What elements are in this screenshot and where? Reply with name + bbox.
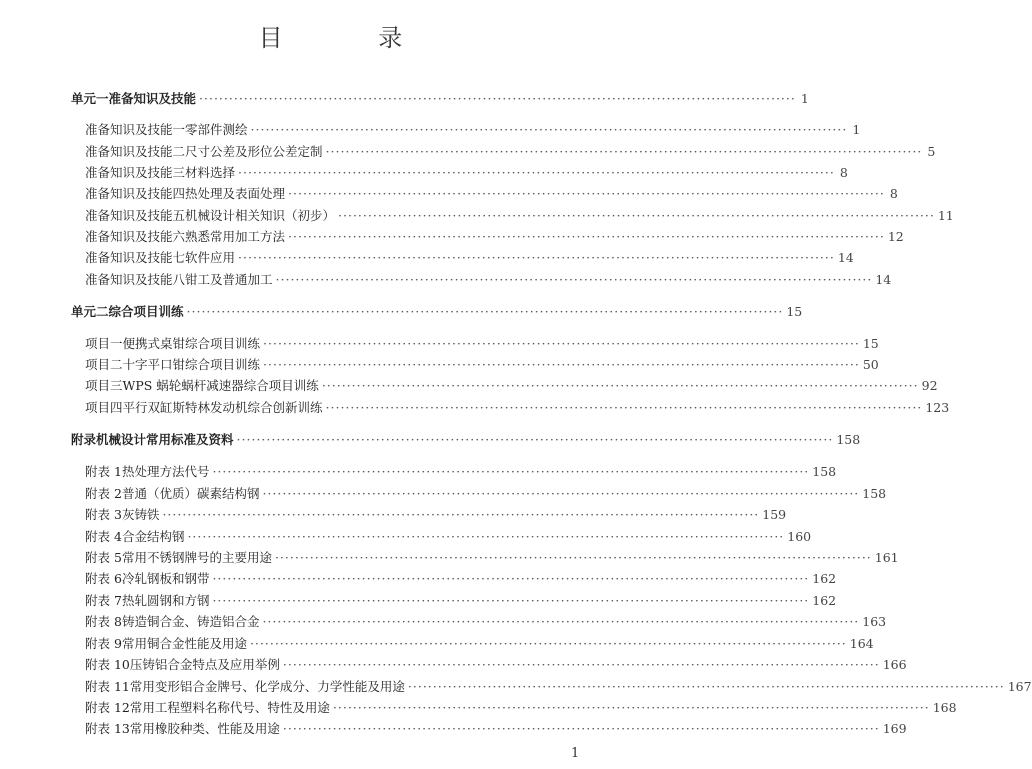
- toc-entry[interactable]: [85, 679, 1032, 695]
- dot-leader: ························································································································: [407, 679, 1005, 694]
- dot-leader: ························································································································: [162, 507, 760, 522]
- toc-entry[interactable]: [85, 186, 898, 202]
- dot-leader: ························································································································: [288, 229, 885, 244]
- toc-entry[interactable]: [85, 336, 879, 352]
- entry-title: 铸造铜合金、铸造铝合金: [121, 614, 260, 629]
- entry-number: 准备知识及技能七: [85, 250, 186, 265]
- unit-page: 158: [836, 432, 861, 447]
- dot-leader: ························································································································: [186, 304, 784, 319]
- entry-number: 附表 12: [85, 700, 130, 715]
- unit-number: 附录: [71, 432, 97, 447]
- entry-number: 项目三: [85, 378, 123, 393]
- toc-entry[interactable]: [85, 657, 907, 673]
- entry-number: 附表 5: [85, 550, 122, 565]
- entry-number: 附表 4: [85, 529, 122, 544]
- toc-entry[interactable]: [85, 529, 812, 545]
- entry-number: 准备知识及技能三: [85, 165, 186, 180]
- toc-entry[interactable]: [85, 250, 854, 266]
- toc-entry[interactable]: [85, 550, 899, 566]
- entry-page: 14: [875, 272, 892, 287]
- dot-leader: ························································································································: [288, 186, 885, 201]
- toc-entry[interactable]: [85, 208, 954, 224]
- entry-title: 常用铜合金性能及用途: [121, 636, 247, 651]
- entry-page: 8: [839, 165, 848, 180]
- unit-title: 综合项目训练: [108, 304, 184, 319]
- entry-number: 附表 8: [85, 614, 122, 629]
- toc-unit-2[interactable]: [71, 304, 803, 320]
- toc-unit-1[interactable]: [71, 91, 809, 107]
- dot-leader: ························································································································: [321, 378, 919, 393]
- entry-title: 合金结构钢: [121, 529, 185, 544]
- entry-title: WPS 蜗轮蜗杆减速器综合项目训练: [122, 378, 319, 393]
- unit-number: 单元二: [71, 304, 109, 319]
- entry-title: 零部件测绘: [185, 122, 248, 137]
- dot-leader: ························································································································: [250, 122, 848, 137]
- entry-title: 热处理及表面处理: [185, 186, 286, 201]
- entry-title: 机械设计相关知识（初步）: [185, 208, 336, 223]
- unit-number: 单元一: [71, 91, 109, 106]
- entry-number: 附表 9: [85, 636, 122, 651]
- dot-leader: ························································································································: [274, 550, 872, 565]
- toc-entry[interactable]: [85, 507, 787, 523]
- entry-number: 准备知识及技能二: [85, 144, 186, 159]
- toc-entry[interactable]: [85, 272, 892, 288]
- entry-page: 50: [862, 357, 879, 372]
- entry-number: 项目一: [85, 336, 123, 351]
- dot-leader: ························································································································: [263, 357, 860, 372]
- toc-entry[interactable]: [85, 614, 887, 630]
- entry-page: 158: [862, 486, 887, 501]
- entry-number: 附表 11: [85, 679, 130, 694]
- entry-page: 167: [1007, 679, 1032, 694]
- entry-number: 附表 10: [85, 657, 130, 672]
- entry-number: 准备知识及技能八: [85, 272, 186, 287]
- entry-page: 168: [932, 700, 957, 715]
- dot-leader: ························································································································: [187, 529, 785, 544]
- dot-leader: ························································································································: [325, 144, 923, 159]
- toc-entry[interactable]: [85, 486, 887, 502]
- entry-title: 常用工程塑料名称代号、特性及用途: [129, 700, 330, 715]
- entry-page: 8: [889, 186, 898, 201]
- page-number: 1: [571, 746, 580, 761]
- toc-entry[interactable]: [85, 357, 879, 373]
- dot-leader: ························································································································: [282, 657, 880, 672]
- dot-leader: ························································································································: [236, 432, 834, 447]
- dot-leader: ························································································································: [199, 91, 796, 106]
- entry-page: 162: [812, 593, 837, 608]
- entry-number: 准备知识及技能六: [85, 229, 186, 244]
- entry-page: 160: [787, 529, 812, 544]
- entry-page: 92: [921, 378, 938, 393]
- entry-number: 项目二: [85, 357, 123, 372]
- entry-page: 5: [927, 144, 936, 159]
- toc-entry[interactable]: [85, 122, 861, 138]
- entry-title: 冷轧钢板和钢带: [121, 571, 210, 586]
- entry-page: 164: [849, 636, 874, 651]
- entry-page: 11: [937, 208, 954, 223]
- entry-number: 附表 2: [85, 486, 122, 501]
- entry-title: 平行双缸斯特林发动机综合创新训练: [122, 400, 323, 415]
- entry-title: 软件应用: [185, 250, 236, 265]
- entry-page: 12: [887, 229, 904, 244]
- entry-title: 熟悉常用加工方法: [185, 229, 286, 244]
- entry-number: 附表 7: [85, 593, 122, 608]
- entry-page: 123: [925, 400, 950, 415]
- unit-page: 15: [786, 304, 803, 319]
- dot-leader: ························································································································: [212, 464, 810, 479]
- entry-number: 准备知识及技能五: [85, 208, 186, 223]
- toc-entry[interactable]: [85, 165, 848, 181]
- unit-title: 准备知识及技能: [108, 91, 197, 106]
- entry-title: 钳工及普通加工: [185, 272, 273, 287]
- entry-page: 161: [874, 550, 899, 565]
- dot-leader: ························································································································: [325, 400, 923, 415]
- toc-entry[interactable]: [85, 700, 957, 716]
- toc-entry[interactable]: [85, 378, 938, 394]
- toc-entry[interactable]: [85, 721, 907, 737]
- page-title: 目 录: [258, 24, 447, 52]
- entry-page: 15: [862, 336, 879, 351]
- dot-leader: ························································································································: [282, 721, 880, 736]
- entry-title: 热处理方法代号: [121, 464, 210, 479]
- dot-leader: ························································································································: [332, 700, 930, 715]
- dot-leader: ························································································································: [212, 571, 810, 586]
- toc-entry[interactable]: [85, 144, 936, 160]
- entry-title: 灰铸铁: [121, 507, 160, 522]
- entry-title: 便携式桌钳综合项目训练: [122, 336, 261, 351]
- dot-leader: ························································································································: [263, 336, 860, 351]
- entry-number: 附表 6: [85, 571, 122, 586]
- toc-appendix[interactable]: [71, 432, 861, 448]
- entry-title: 普通（优质）碳素结构钢: [121, 486, 260, 501]
- toc-entry[interactable]: [85, 636, 874, 652]
- entry-number: 附表 1: [85, 464, 122, 479]
- entry-page: 159: [762, 507, 787, 522]
- toc-entry[interactable]: [85, 593, 837, 609]
- entry-page: 162: [812, 571, 837, 586]
- entry-title: 常用变形铝合金牌号、化学成分、力学性能及用途: [129, 679, 405, 694]
- entry-title: 热轧圆钢和方钢: [121, 593, 210, 608]
- entry-page: 166: [882, 657, 907, 672]
- dot-leader: ························································································································: [262, 614, 860, 629]
- entry-page: 169: [882, 721, 907, 736]
- toc-entry[interactable]: [85, 400, 950, 416]
- entry-title: 十字平口钳综合项目训练: [122, 357, 261, 372]
- entry-title: 尺寸公差及形位公差定制: [185, 144, 323, 159]
- toc-entry[interactable]: [85, 571, 837, 587]
- entry-title: 材料选择: [185, 165, 236, 180]
- entry-number: 附表 3: [85, 507, 122, 522]
- dot-leader: ························································································································: [238, 165, 835, 180]
- entry-number: 准备知识及技能四: [85, 186, 186, 201]
- dot-leader: ························································································································: [262, 486, 860, 501]
- dot-leader: ························································································································: [338, 208, 935, 223]
- dot-leader: ························································································································: [249, 636, 847, 651]
- toc-entry[interactable]: [85, 229, 904, 245]
- entry-title: 常用橡胶种类、性能及用途: [129, 721, 280, 736]
- dot-leader: ························································································································: [275, 272, 873, 287]
- toc-entry[interactable]: [85, 464, 837, 480]
- entry-title: 常用不锈钢牌号的主要用途: [121, 550, 272, 565]
- entry-page: 14: [837, 250, 854, 265]
- unit-page: 1: [800, 91, 809, 106]
- entry-number: 准备知识及技能一: [85, 122, 186, 137]
- entry-page: 163: [862, 614, 887, 629]
- unit-title: 机械设计常用标准及资料: [96, 432, 234, 447]
- entry-page: 1: [852, 122, 861, 137]
- dot-leader: ························································································································: [238, 250, 835, 265]
- dot-leader: ························································································································: [212, 593, 810, 608]
- entry-number: 项目四: [85, 400, 123, 415]
- entry-title: 压铸铝合金特点及应用举例: [129, 657, 280, 672]
- entry-number: 附表 13: [85, 721, 130, 736]
- entry-page: 158: [812, 464, 837, 479]
